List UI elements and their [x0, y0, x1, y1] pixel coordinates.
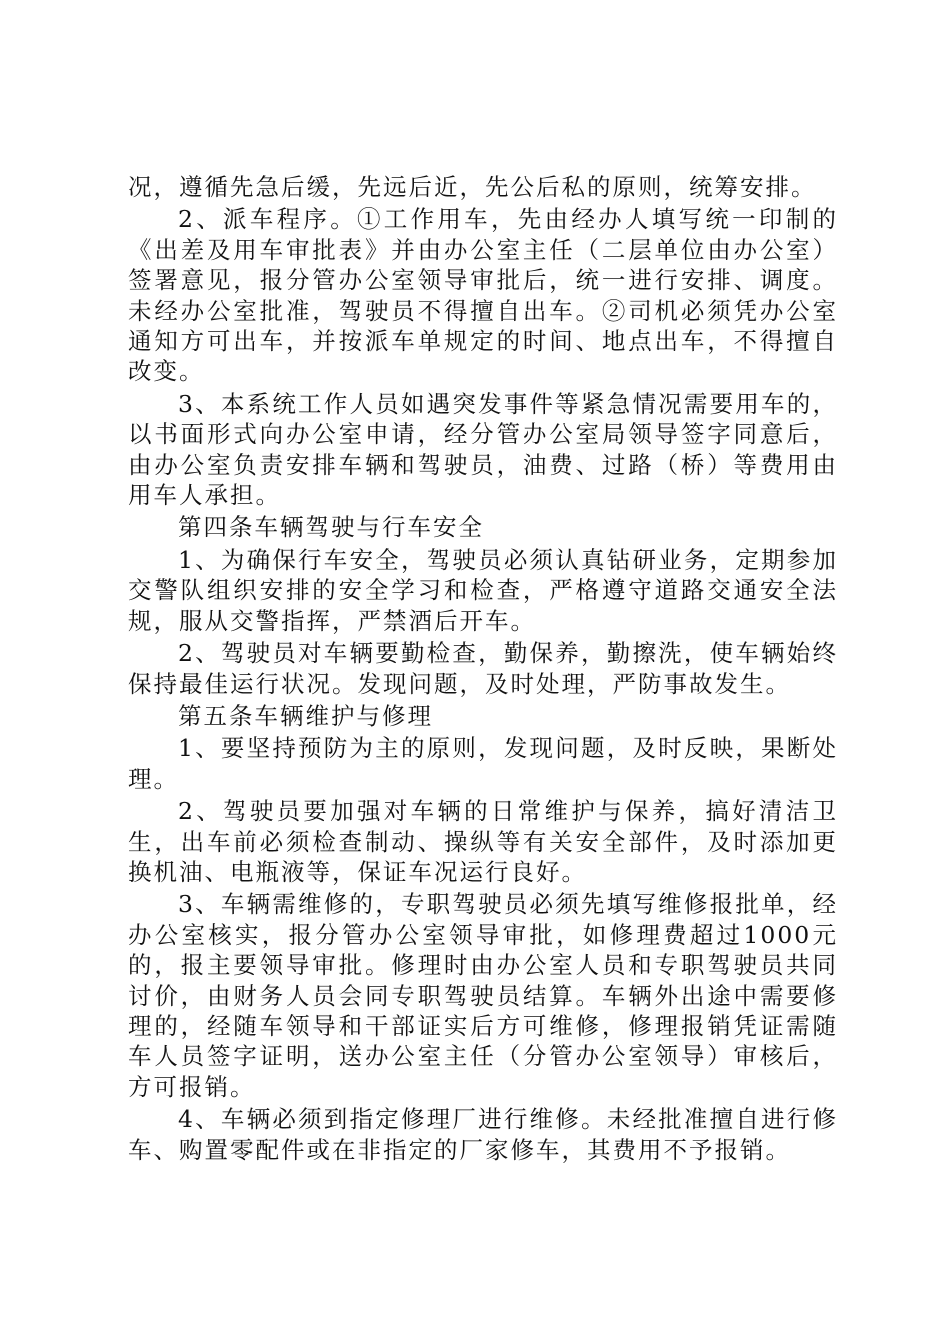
paragraph-maintenance-4: 4、车辆必须到指定修理厂进行维修。未经批准擅自进行修车、购置零配件或在非指定的厂家修车，其费用不予报销。	[128, 1105, 838, 1164]
paragraph-continuation: 况，遵循先急后缓，先远后近，先公后私的原则，统筹安排。	[128, 173, 817, 201]
paragraph-driving-safety-2: 2、驾驶员对车辆要勤检查，勤保养，勤擦洗，使车辆始终保持最佳运行状况。发现问题，及时处理，严防事故发生。	[128, 639, 838, 698]
paragraph-dispatch-procedure: 2、派车程序。①工作用车，先由经办人填写统一印制的《出差及用车审批表》并由办公室主任（二层单位由办公室）签署意见，报分管办公室领导审批后，统一进行安排、调度。未经办公室批准，驾驶员不得擅自出车。②司机必须凭办公室通知方可出车，并按派车单规定的时间、地点出车，不得擅自改变。	[128, 205, 838, 386]
section-heading-article-5: 第五条车辆维护与修理	[178, 701, 433, 730]
paragraph-maintenance-1: 1、要坚持预防为主的原则，发现问题，及时反映，果断处理。	[128, 734, 838, 793]
paragraph-maintenance-2: 2、驾驶员要加强对车辆的日常维护与保养，搞好清洁卫生，出车前必须检查制动、操纵等有关安全部件，及时添加更换机油、电瓶液等，保证车况运行良好。	[128, 797, 838, 886]
paragraph-driving-safety-1: 1、为确保行车安全，驾驶员必须认真钻研业务，定期参加交警队组织安排的安全学习和检查，严格遵守道路交通安全法规，服从交警指挥，严禁酒后开车。	[128, 545, 838, 635]
section-heading-article-4: 第四条车辆驾驶与行车安全	[178, 513, 484, 542]
paragraph-emergency-use: 3、本系统工作人员如遇突发事件等紧急情况需要用车的，以书面形式向办公室申请，经分管办公室局领导签字同意后，由办公室负责安排车辆和驾驶员，油费、过路（桥）等费用由用车人承担。	[128, 389, 838, 510]
paragraph-maintenance-3: 3、车辆需维修的，专职驾驶员必须先填写维修报批单，经办公室核实，报分管办公室领导审批，如修理费超过1000元的，报主要领导审批。修理时由办公室人员和专职驾驶员共同讨价，由财务人员会同专职驾驶员结算。车辆外出途中需要修理的，经随车领导和干部证实后方可维修，修理报销凭证需随车人员签字证明，送办公室主任（分管办公室领导）审核后，方可报销。	[128, 890, 838, 1101]
document-page	[128, 172, 838, 1167]
